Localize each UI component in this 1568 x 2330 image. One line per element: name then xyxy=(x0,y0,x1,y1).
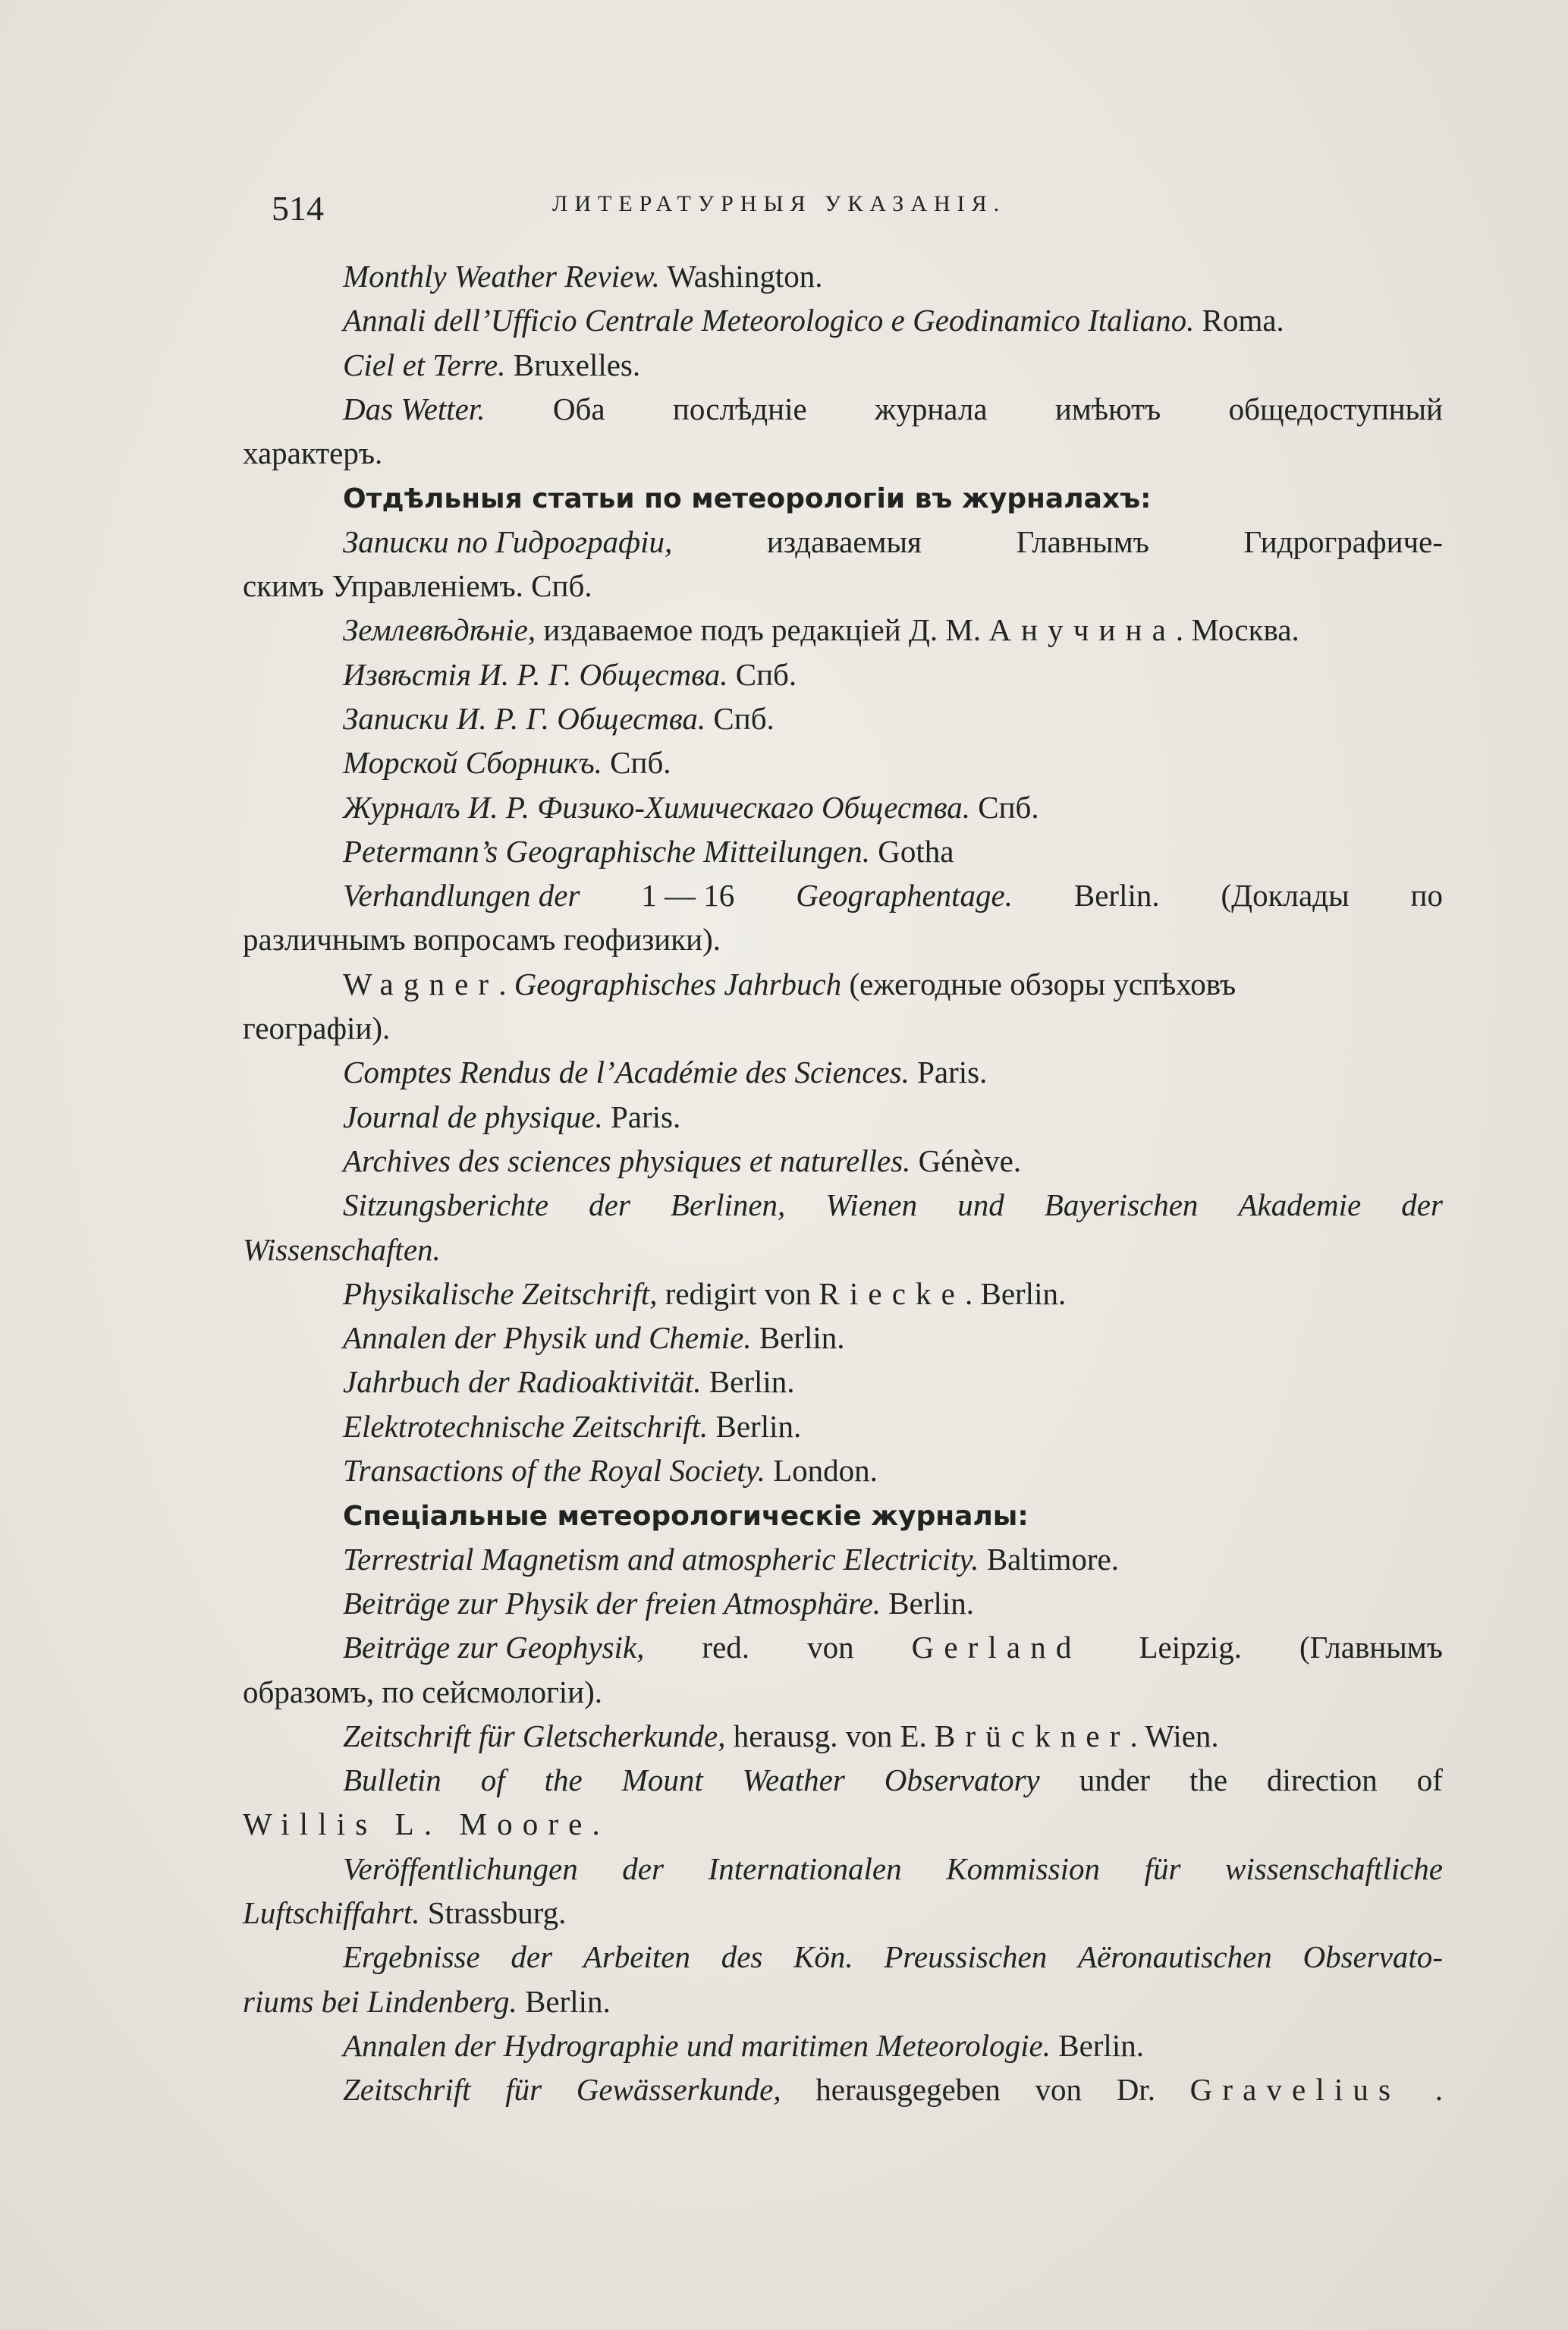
title-text: Journal de physique. xyxy=(343,1099,603,1134)
text-segment: von xyxy=(807,1630,854,1665)
text-segment: Спб. xyxy=(970,789,1039,825)
title-text: für xyxy=(1144,1850,1181,1886)
text-line xyxy=(243,564,1443,608)
title-text: Luftschiffahrt. xyxy=(243,1895,420,1930)
title-text: Terrestrial Magnetism and atmospheric Electricity. xyxy=(343,1541,979,1577)
text-line xyxy=(243,1714,1443,1758)
title-text: Beiträge zur Geophysik, xyxy=(343,1630,645,1665)
text-segment: Gotha xyxy=(869,833,954,869)
text-line xyxy=(243,520,1443,564)
text-segment: различнымъ вопросамъ геофизики). xyxy=(243,922,721,957)
text-line xyxy=(243,1847,1443,1891)
title-text: der xyxy=(1401,1187,1443,1223)
text-line xyxy=(243,962,1443,1006)
title-text: Ergebnisse xyxy=(343,1939,480,1975)
text-segment: Спб. xyxy=(602,745,671,781)
title-text: Ciel et Terre. xyxy=(343,347,506,382)
title-text: Archives des sciences physiques et naturelles. xyxy=(343,1143,911,1178)
text-segment: . Berlin. xyxy=(964,1275,1067,1311)
title-text: Das Wetter. xyxy=(343,391,485,426)
author-name: Willis L. Moore xyxy=(243,1806,592,1842)
page-number: 514 xyxy=(272,189,324,228)
text-segment: Berlin. xyxy=(708,1408,802,1444)
section-heading: Отдѣльныя статьи по метеорологіи въ журналахъ: xyxy=(343,483,1152,515)
running-head: ЛИТЕРАТУРНЫЯ УКАЗАНІЯ. xyxy=(552,191,1007,216)
title-text: Akademie xyxy=(1238,1187,1362,1223)
text-segment: Baltimore. xyxy=(979,1541,1120,1577)
text-segment: Paris. xyxy=(602,1099,681,1134)
text-line xyxy=(243,2067,1443,2111)
text-segment: herausgegeben xyxy=(815,2072,1001,2108)
title-text: Observato- xyxy=(1302,1939,1443,1975)
title-text: Geographentage. xyxy=(796,878,1013,913)
text-segment: Génève. xyxy=(910,1143,1022,1178)
author-name: Анучина xyxy=(988,612,1176,648)
title-text: Bayerischen xyxy=(1044,1187,1199,1223)
text-segment: . Wien. xyxy=(1130,1718,1219,1753)
text-line xyxy=(243,1183,1443,1227)
title-text: der xyxy=(589,1187,630,1223)
text-line xyxy=(243,1404,1443,1448)
title-text: Verhandlungen der xyxy=(343,878,580,913)
text-segment: Спб. xyxy=(705,700,775,736)
text-segment: London. xyxy=(765,1453,878,1489)
title-text: Beiträge zur Physik der freien Atmosphäre. xyxy=(343,1585,881,1621)
text-segment: the xyxy=(1189,1762,1228,1798)
text-line xyxy=(243,2023,1443,2067)
text-segment: of xyxy=(1416,1762,1443,1798)
text-segment: Leipzig. xyxy=(1139,1630,1242,1665)
author-name: Wagner xyxy=(343,966,499,1001)
title-text: of xyxy=(480,1762,505,1798)
title-text: der xyxy=(511,1939,553,1975)
text-line xyxy=(243,1758,1443,1802)
title-text: Журналъ И. Р. Физико-Химическаго Общества. xyxy=(343,789,970,825)
text-segment: Спб. xyxy=(727,656,797,692)
text-line xyxy=(243,1316,1443,1360)
title-text: the xyxy=(544,1762,583,1798)
title-text: Bulletin xyxy=(343,1762,441,1798)
text-line xyxy=(243,254,1443,298)
text-line xyxy=(243,1095,1443,1139)
text-segment: Dr. xyxy=(1116,2072,1155,2108)
text-line xyxy=(243,696,1443,741)
text-segment: (Главнымъ xyxy=(1299,1630,1443,1665)
text-segment: . xyxy=(592,1806,600,1842)
text-line xyxy=(243,1006,1443,1050)
text-line xyxy=(243,785,1443,829)
title-text: Physikalische Zeitschrift, xyxy=(343,1275,658,1311)
title-text: Elektrotechnische Zeitschrift. xyxy=(343,1408,709,1444)
text-segment: географіи). xyxy=(243,1011,391,1046)
text-segment: von xyxy=(1035,2072,1083,2108)
text-line xyxy=(243,917,1443,961)
title-text: Monthly Weather Review. xyxy=(343,259,660,294)
title-text: wissenschaftliche xyxy=(1225,1850,1443,1886)
text-line xyxy=(243,1050,1443,1094)
text-segment: Berlin. xyxy=(1073,878,1160,913)
text-segment: Bruxelles. xyxy=(505,347,641,382)
text-segment: Washington. xyxy=(659,259,823,294)
text-line xyxy=(243,1448,1443,1492)
text-line xyxy=(243,1979,1443,2023)
text-line xyxy=(243,873,1443,917)
text-segment: red. xyxy=(702,1630,750,1665)
title-text: Berlinen, xyxy=(670,1187,786,1223)
text-line xyxy=(243,1272,1443,1316)
text-segment: журнала xyxy=(875,391,988,426)
section-heading: Спеціальные метеорологическіе журналы: xyxy=(343,1501,1029,1533)
author-name: Riecke xyxy=(819,1275,965,1311)
title-text: Zeitschrift für Gletscherkunde, xyxy=(343,1718,726,1753)
text-segment: (ежегодные обзоры успѣховъ xyxy=(841,966,1236,1001)
title-text: Землевѣдѣніе, xyxy=(343,612,536,648)
title-text: Weather xyxy=(742,1762,845,1798)
title-text: riums bei Lindenberg. xyxy=(243,1983,517,2019)
title-text: Извѣстія И. Р. Г. Общества. xyxy=(343,656,728,692)
text-segment: Berlin. xyxy=(751,1320,845,1356)
text-line xyxy=(243,829,1443,873)
text-segment: общедоступный xyxy=(1228,391,1443,426)
text-segment: Roma. xyxy=(1194,303,1284,338)
text-segment: Главнымъ xyxy=(1016,524,1149,559)
title-text: Annali dell’Ufficio Centrale Meteorologico e Geodinamico Italiano. xyxy=(343,303,1195,338)
text-line xyxy=(243,1625,1443,1669)
text-line xyxy=(243,608,1443,652)
text-segment: Berlin. xyxy=(517,1983,611,2019)
title-text: Mount xyxy=(621,1762,703,1798)
page-header xyxy=(272,188,1447,234)
text-line xyxy=(243,1670,1443,1714)
text-segment: herausg. von E. xyxy=(725,1718,935,1753)
title-text: Записки И. Р. Г. Общества. xyxy=(343,700,706,736)
text-segment: . xyxy=(1434,2072,1443,2108)
author-name: Gravelius xyxy=(1189,2072,1401,2108)
title-text: Geographisches Jahrbuch xyxy=(514,966,842,1001)
text-line xyxy=(243,343,1443,387)
text-line xyxy=(243,1537,1443,1581)
text-line xyxy=(243,1935,1443,1979)
title-text: Wissenschaften. xyxy=(243,1231,441,1267)
text-segment: . Москва. xyxy=(1175,612,1299,648)
text-line xyxy=(243,652,1443,696)
title-text: Kön. xyxy=(793,1939,853,1975)
title-text: Aëronautischen xyxy=(1077,1939,1272,1975)
text-segment: скимъ Управленіемъ. Спб. xyxy=(243,568,592,604)
title-text: Sitzungsberichte xyxy=(343,1187,549,1223)
title-text: Annalen der Physik und Chemie. xyxy=(343,1320,752,1356)
text-line xyxy=(243,1492,1443,1536)
text-segment: Paris. xyxy=(909,1055,988,1090)
text-segment: 1 — 16 xyxy=(641,878,735,913)
text-segment: Оба xyxy=(552,391,605,426)
text-segment: послѣдніе xyxy=(672,391,807,426)
text-line xyxy=(243,475,1443,519)
text-segment: издаваемое подъ редакціей Д. М. xyxy=(536,612,989,648)
title-text: Observatory xyxy=(884,1762,1040,1798)
text-segment: образомъ, по сейсмологіи). xyxy=(243,1674,603,1709)
title-text: des xyxy=(721,1939,763,1975)
text-segment: direction xyxy=(1267,1762,1378,1798)
text-segment: Strassburg. xyxy=(419,1895,567,1930)
text-segment: по xyxy=(1410,878,1443,913)
title-text: Gewässerkunde, xyxy=(576,2072,781,2108)
title-text: Petermann’s Geographische Mitteilungen. xyxy=(343,833,870,869)
text-line xyxy=(243,298,1443,342)
title-text: Comptes Rendus de l’Académie des Sciences. xyxy=(343,1055,910,1090)
title-text: Морской Сборникъ. xyxy=(343,745,602,781)
title-text: Kommission xyxy=(946,1850,1100,1886)
text-segment: характеръ. xyxy=(243,435,383,471)
title-text: Internationalen xyxy=(708,1850,902,1886)
text-line xyxy=(243,1802,1443,1846)
text-segment: redigirt von xyxy=(657,1275,819,1311)
text-segment: Berlin. xyxy=(881,1585,975,1621)
title-text: Transactions of the Royal Society. xyxy=(343,1453,765,1489)
title-text: der xyxy=(622,1850,664,1886)
text-segment: . xyxy=(498,966,514,1001)
title-text: Записки по Гидрографіи, xyxy=(343,524,673,559)
author-name: Gerland xyxy=(911,1630,1082,1665)
title-text: und xyxy=(957,1187,1004,1223)
title-text: Wienen xyxy=(825,1187,918,1223)
text-line xyxy=(243,741,1443,785)
author-name: Brückner xyxy=(935,1718,1130,1753)
text-segment: имѣютъ xyxy=(1054,391,1161,426)
title-text: Zeitschrift xyxy=(343,2072,471,2108)
text-segment: Berlin. xyxy=(701,1364,795,1400)
text-segment: Гидрографиче- xyxy=(1243,524,1443,559)
title-text: Preussischen xyxy=(884,1939,1048,1975)
title-text: Annalen der Hydrographie und maritimen Meteorologie. xyxy=(343,2027,1051,2063)
text-line xyxy=(243,1228,1443,1272)
title-text: für xyxy=(505,2072,542,2108)
title-text: Veröffentlichungen xyxy=(343,1850,578,1886)
text-segment: издаваемыя xyxy=(766,524,922,559)
text-line xyxy=(243,387,1443,431)
text-line xyxy=(243,1360,1443,1404)
text-line xyxy=(243,431,1443,475)
title-text: Arbeiten xyxy=(583,1939,690,1975)
text-segment: under xyxy=(1079,1762,1151,1798)
text-line xyxy=(243,1891,1443,1935)
text-line xyxy=(243,1581,1443,1625)
text-line xyxy=(243,1139,1443,1183)
text-segment: (Доклады xyxy=(1221,878,1350,913)
text-segment: Berlin. xyxy=(1050,2027,1144,2063)
title-text: Jahrbuch der Radioaktivität. xyxy=(343,1364,702,1400)
bibliography-text xyxy=(243,254,1443,2111)
